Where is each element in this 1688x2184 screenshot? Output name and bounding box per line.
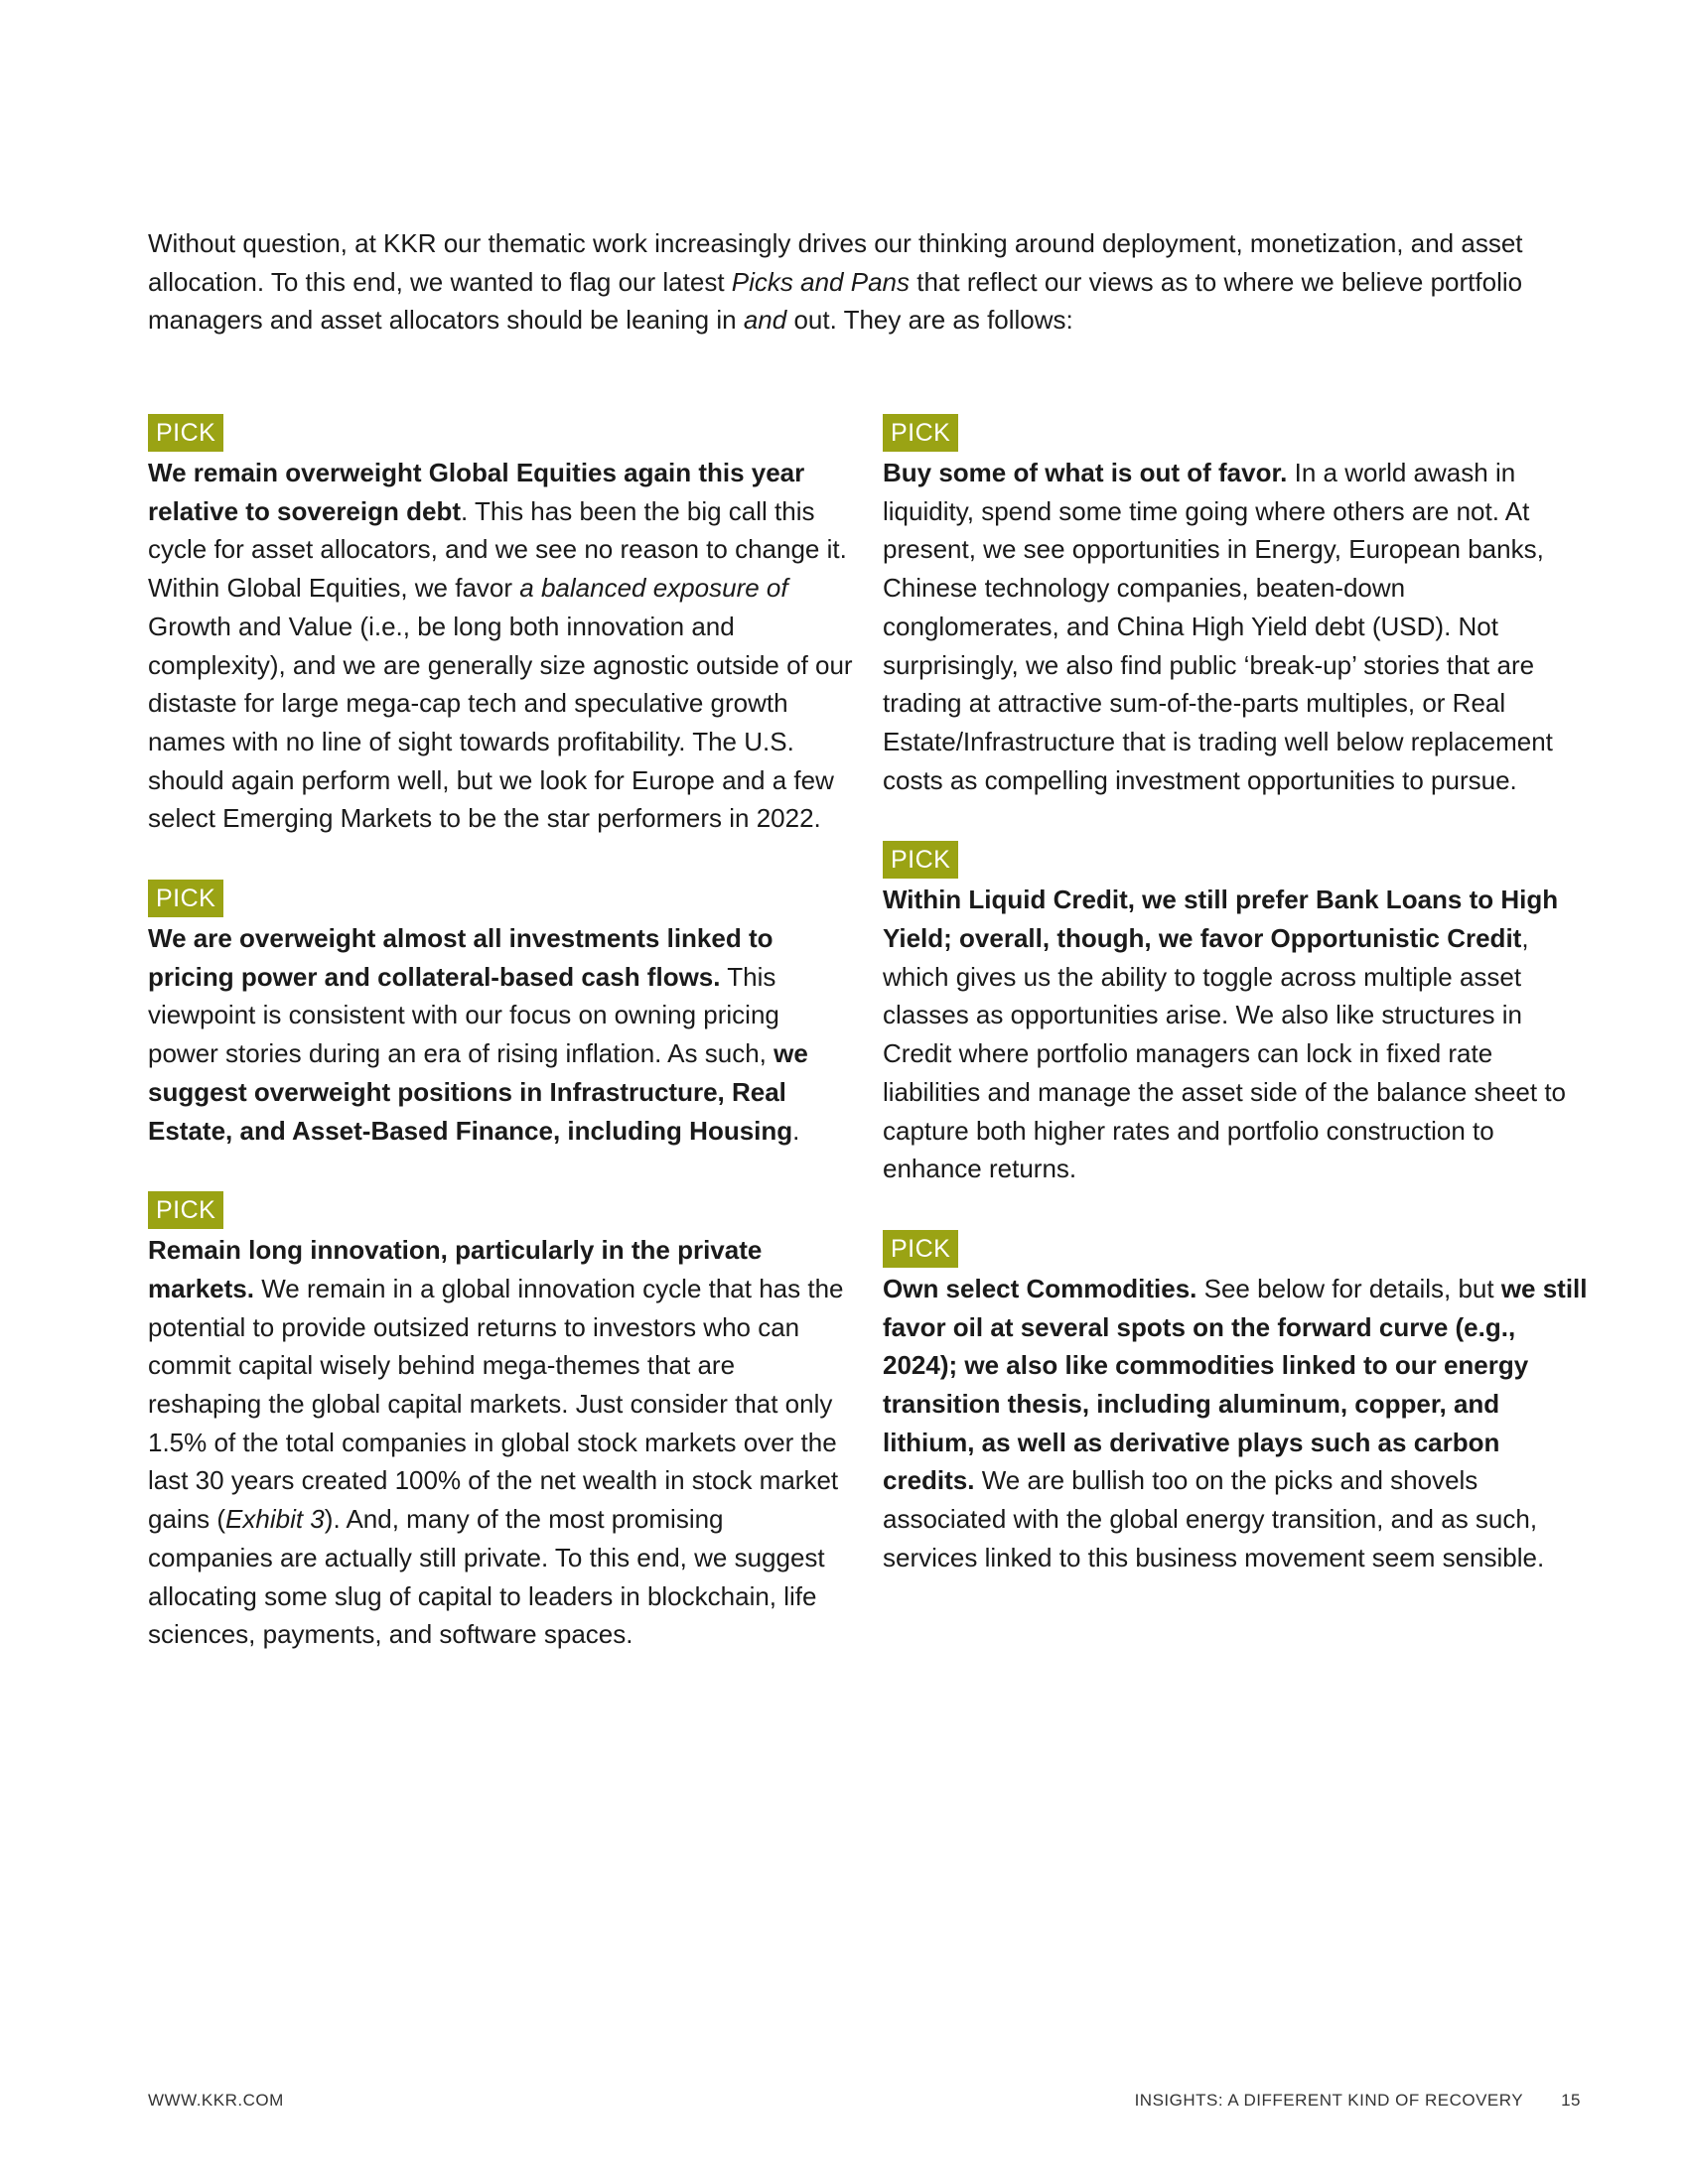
intro-paragraph	[148, 224, 1538, 340]
right-column	[883, 414, 1588, 1577]
footer-website: WWW.KKR.COM	[148, 2091, 284, 2110]
pick-badge: PICK	[883, 1230, 958, 1268]
pick-text: We are bullish too on the picks and shovels associated with the global energy transition, and as such, services linked to this business movement seem sensible.	[883, 1465, 1545, 1572]
pick-bold-text: we suggest overweight positions in Infrastructure, Real Estate, and Asset-Based Finance, including Housing	[148, 1038, 808, 1146]
pick-paragraph	[148, 919, 853, 1150]
exhibit-reference: Exhibit 3	[225, 1504, 325, 1535]
pick-block-commodities	[883, 1230, 1588, 1577]
pick-text: . This has been the big call this cycle for asset allocators, and we see no reason to change it. Within Global Equities, we favor	[148, 495, 847, 604]
pick-text: In a world awash in liquidity, spend some time going where others are not. At present, we see opportunities in Energy, European banks, Chinese technology companies, beaten-down conglomerates, and China High Yield debt (USD). Not surprisingly, we also find public ‘break-up’ stories that are trading at attractive sum-of-the-parts multiples, or Real Estate/Infrastructure that is trading well below replacement costs as compelling investment opportunities to pursue.	[883, 458, 1553, 795]
pick-block-out-of-favor	[883, 414, 1588, 799]
pick-text: , which gives us the ability to toggle across multiple asset classes as opportunities arise. We also like structures in Credit where portfolio managers can lock in fixed rate liabilities and manage the asset side of the balance sheet to capture both higher rates and portfolio construction to enhance returns.	[883, 923, 1567, 1184]
pick-headline: We are overweight almost all investments linked to pricing power and collateral-based cash flows.	[148, 923, 774, 992]
footer-publication-title: INSIGHTS: A DIFFERENT KIND OF RECOVERY	[1134, 2091, 1524, 2110]
pick-headline: We remain overweight Global Equities again this year relative to sovereign debt	[148, 458, 805, 526]
pick-paragraph	[883, 454, 1588, 799]
page-number: 15	[1561, 2091, 1581, 2110]
pick-badge: PICK	[883, 414, 958, 452]
pick-badge: PICK	[148, 880, 223, 917]
pick-block-innovation	[148, 1191, 853, 1654]
pick-italic: a balanced exposure of	[519, 573, 788, 604]
pick-text: Growth and Value (i.e., be long both innovation and complexity), and we are generally size agnostic outside of our distaste for large mega-cap tech and speculative growth names with no line of sight towards profitability. The U.S. should again perform well, but we look for Europe and a few select Emerging Markets to be the star performers in 2022.	[148, 611, 853, 834]
footer-right	[1135, 2090, 1581, 2112]
intro-text: Without question, at KKR our thematic work increasingly drives our thinking around deployment, monetization, and asset allocation. To this end, we wanted to flag our latest	[148, 228, 1523, 297]
intro-italic-picks-and-pans: Picks and Pans	[731, 266, 910, 297]
pick-headline: Remain long innovation, particularly in the private markets.	[148, 1235, 763, 1303]
pick-badge: PICK	[883, 841, 958, 879]
intro-text: that reflect our views as to where we believe portfolio managers and asset allocators should be leaning in	[148, 266, 1523, 335]
left-column	[148, 414, 853, 1654]
pick-text: .	[792, 1115, 800, 1146]
pick-paragraph	[883, 881, 1588, 1188]
pick-headline: Within Liquid Credit, we still prefer Bank Loans to High Yield; overall, though, we favor Opportunistic Credit	[883, 885, 1559, 954]
pick-paragraph	[883, 1270, 1588, 1577]
pick-block-liquid-credit	[883, 841, 1588, 1188]
pick-headline: Buy some of what is out of favor.	[883, 458, 1288, 487]
pick-block-pricing-power	[148, 880, 853, 1150]
intro-text: out. They are as follows:	[786, 305, 1073, 335]
pick-text: See below for details, but	[1196, 1273, 1501, 1303]
pick-paragraph	[148, 454, 853, 838]
pick-paragraph	[148, 1231, 853, 1654]
pick-text: ). And, many of the most promising companies are actually still private. To this end, we suggest allocating some slug of capital to leaders in blockchain, life sciences, payments, and software spaces.	[148, 1504, 825, 1650]
pick-block-global-equities	[148, 414, 853, 838]
pick-badge: PICK	[148, 1191, 223, 1229]
pick-text: This viewpoint is consistent with our focus on owning pricing power stories during an era of rising inflation. As such,	[148, 961, 779, 1069]
pick-text: We remain in a global innovation cycle that has the potential to provide outsized returns to investors who can commit capital wisely behind mega-themes that are reshaping the global capital markets. Just consider that only 1.5% of the total companies in global stock markets over the last 30 years created 100% of the net wealth in stock market gains (	[148, 1273, 844, 1535]
pick-bold-text: we still favor oil at several spots on the forward curve (e.g., 2024); we also like commodities linked to our energy transition thesis, including aluminum, copper, and lithium, as well as derivative plays such as carbon credits.	[883, 1273, 1588, 1496]
intro-italic-and: and	[743, 305, 787, 335]
pick-badge: PICK	[148, 414, 223, 452]
pick-headline: Own select Commodities.	[883, 1273, 1197, 1303]
